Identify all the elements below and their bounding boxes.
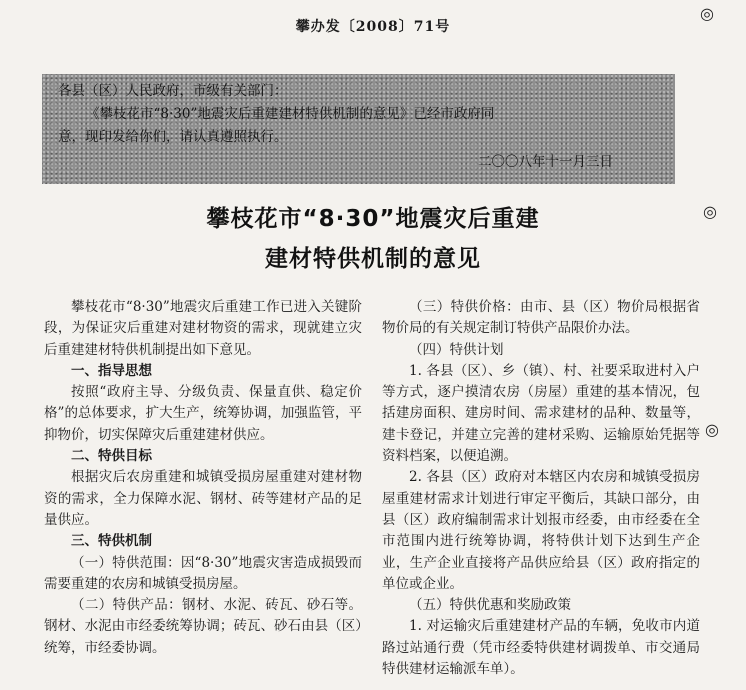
paragraph-supply-products: （二）特供产品：钢材、水泥、砖瓦、砂石等。钢材、水泥由市经委统筹协调；砖瓦、砂石由县（区）统筹，市经委协调。 xyxy=(44,597,362,656)
paragraph-supply-scope: （一）特供范围：因“8·30”地震灾害造成损毁而需要重建的农房和城镇受损房屋。 xyxy=(44,554,362,592)
binding-hole-mark-top: ◎ xyxy=(700,4,714,23)
document-title-line1: 攀枝花市“8·30”地震灾后重建 xyxy=(206,206,540,232)
section-heading-guiding-ideology: 一、指导思想 xyxy=(71,362,152,379)
document-title-line2: 建材特供机制的意见 xyxy=(265,246,481,272)
section-heading-supply-target: 二、特供目标 xyxy=(71,448,152,465)
paragraph-supply-target: 根据灾后农房重建和城镇受损房屋重建对建材物资的需求，全力保障水泥、钢材、砖等建材产品的足量供应。 xyxy=(44,469,362,528)
section-heading-supply-mechanism: 三、特供机制 xyxy=(71,533,152,550)
notice-box xyxy=(42,74,675,184)
paragraph-incentive-item1: 1. 对运输灾后重建建材产品的车辆，免收市内道路过站通行费（凭市经委特供建材调拨单、市交通局特供建材运输派车单）。 xyxy=(382,618,700,678)
binding-hole-mark-bottom: ◎ xyxy=(705,420,719,439)
subheading-supply-plan: （四）特供计划 xyxy=(409,341,504,358)
notice-body-line1: 《攀枝花市“8·30”地震灾后重建建材特供机制的意见》已经市政府同 xyxy=(86,106,495,122)
paragraph-plan-item2: 2. 各县（区）政府对本辖区内农房和城镇受损房屋重建材需求计划进行审定平衡后，其缺口部分，由县（区）政府编制需求计划报市经委，由市经委在全市范围内进行统筹协调，将特供计划下达到生产企业，生产企业直接将产品供应给县（区）政府指定的单位或企业。 xyxy=(382,469,700,592)
paragraph-supply-price: （三）特供价格：由市、县（区）物价局根据省物价局的有关规定制订特供产品限价办法。 xyxy=(382,299,700,337)
left-column xyxy=(44,297,362,659)
notice-date: 二〇〇八年十一月三日 xyxy=(478,154,613,170)
paragraph-guiding-ideology: 按照“政府主导、分级负责、保量直供、稳定价格”的总体要求，扩大生产，统筹协调，加强监管，平抑物价，切实保障灾后重建建材供应。 xyxy=(44,384,362,443)
notice-recipients: 各县（区）人民政府，市级有关部门： xyxy=(58,83,288,99)
document-number: 攀办发〔2008〕71号 xyxy=(295,19,451,35)
right-column xyxy=(382,297,700,680)
notice-body-line2: 意，现印发给你们，请认真遵照执行。 xyxy=(58,129,288,145)
subheading-incentive-policy: （五）特供优惠和奖励政策 xyxy=(409,597,571,614)
paragraph-plan-item1: 1. 各县（区）、乡（镇）、村、社要采取进村入户等方式，逐户摸清农房（房屋）重建的基本情况，包括建房面积、建房时间、需求建材的品种、数量等，建卡登记，并建立完善的建材采购、运输原始凭据等资料档案，以便追溯。 xyxy=(382,362,700,465)
intro-paragraph: 攀枝花市“8·30”地震灾后重建工作已进入关键阶段，为保证灾后重建对建材物资的需求，现就建立灾后重建建材特供机制提出如下意见。 xyxy=(44,299,362,358)
binding-hole-mark-middle: ◎ xyxy=(703,202,717,221)
